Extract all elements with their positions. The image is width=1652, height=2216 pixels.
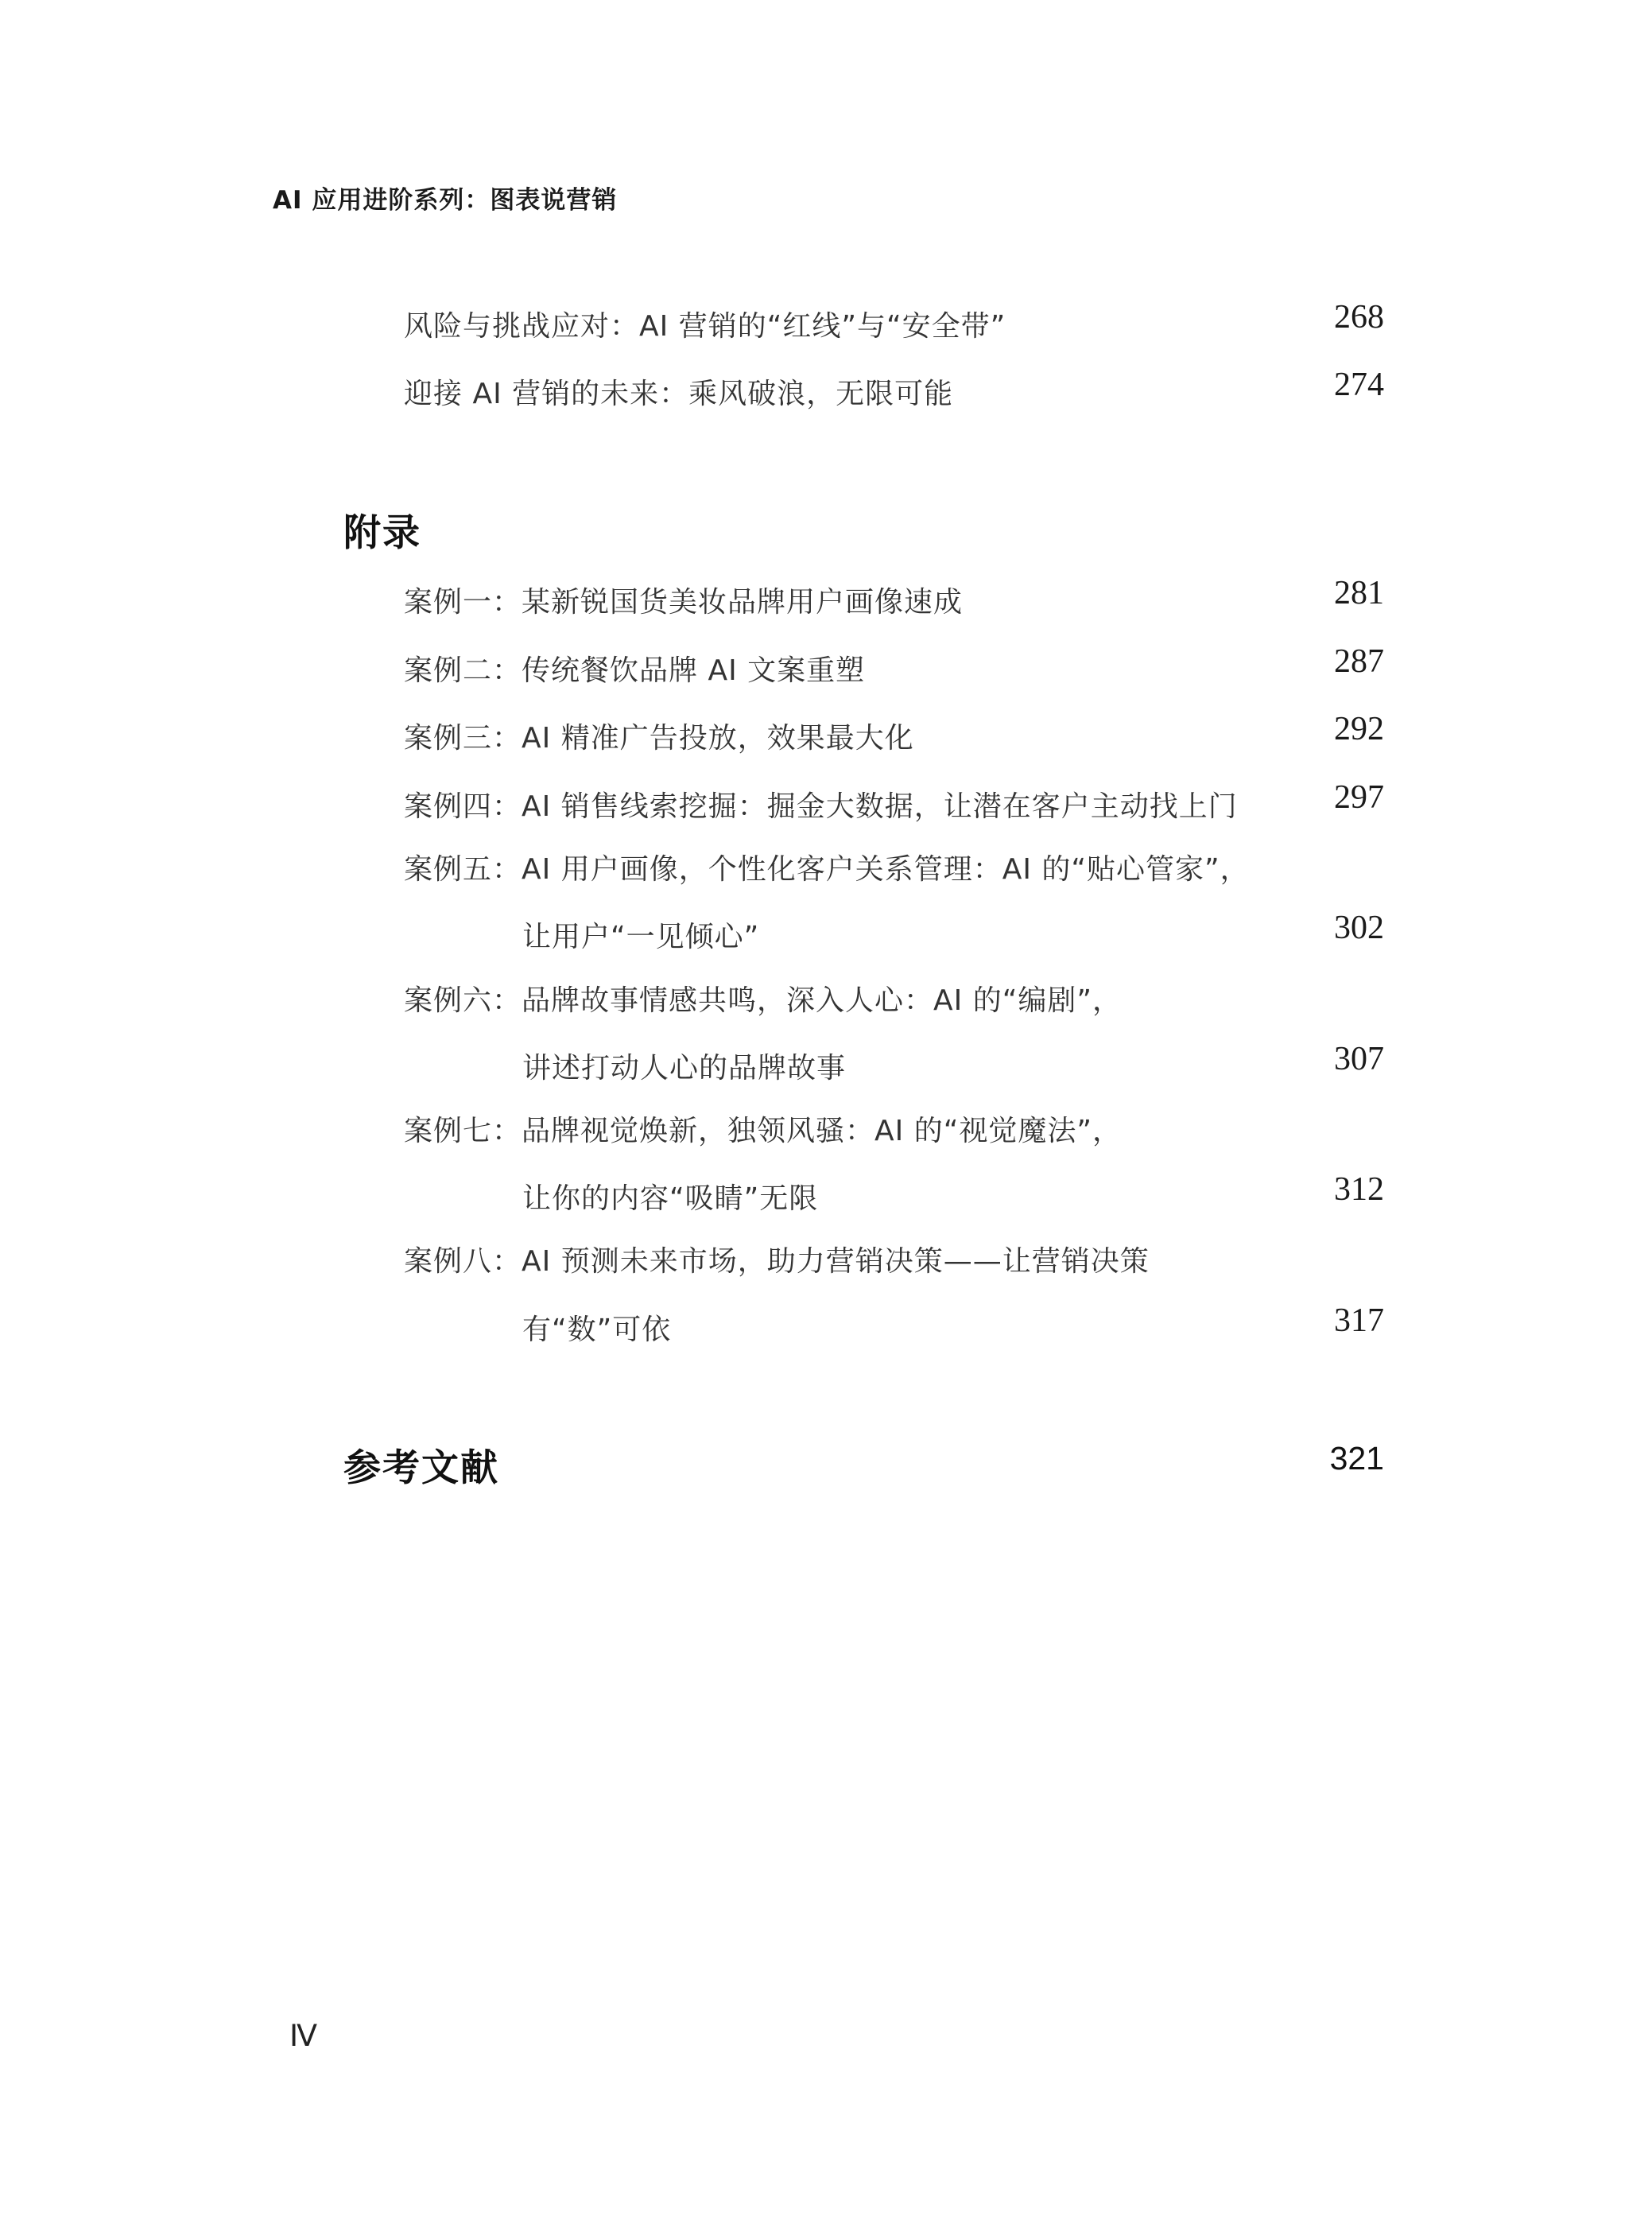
references-heading[interactable]: 参考文献 [343, 1446, 499, 1490]
case-title-continued[interactable]: 让用户“一见倾心” [522, 921, 760, 953]
running-header: AI 应用进阶系列：图表说营销 [273, 186, 618, 215]
toc-entry-page: 274 [1334, 367, 1384, 403]
case-title[interactable]: 案例七：品牌视觉焕新，独领风骚：AI 的“视觉魔法”， [404, 1115, 1122, 1147]
case-title[interactable]: 案例四：AI 销售线索挖掘：掘金大数据，让潜在客户主动找上门 [404, 790, 1238, 823]
references-page: 321 [1329, 1440, 1384, 1477]
case-page: 302 [1334, 910, 1384, 946]
case-page: 297 [1334, 779, 1384, 816]
case-title[interactable]: 案例一：某新锐国货美妆品牌用户画像速成 [404, 586, 964, 619]
case-title[interactable]: 案例八：AI 预测未来市场，助力营销决策——让营销决策 [404, 1245, 1150, 1278]
case-title-continued[interactable]: 让你的内容“吸睛”无限 [522, 1182, 819, 1215]
case-page: 312 [1334, 1171, 1384, 1208]
case-page: 292 [1334, 711, 1384, 747]
case-title-continued[interactable]: 有“数”可依 [522, 1314, 672, 1346]
case-page: 281 [1334, 575, 1384, 611]
case-page: 317 [1334, 1302, 1384, 1339]
case-title[interactable]: 案例六：品牌故事情感共鸣，深入人心：AI 的“编剧”， [404, 984, 1122, 1017]
case-title[interactable]: 案例二：传统餐饮品牌 AI 文案重塑 [404, 654, 866, 687]
toc-entry-page: 268 [1334, 299, 1384, 336]
toc-entry-title[interactable]: 风险与挑战应对：AI 营销的“红线”与“安全带” [404, 310, 1006, 343]
case-title[interactable]: 案例五：AI 用户画像，个性化客户关系管理：AI 的“贴心管家”， [404, 853, 1250, 886]
case-title-continued[interactable]: 讲述打动人心的品牌故事 [522, 1052, 847, 1085]
case-page: 287 [1334, 643, 1384, 680]
case-page: 307 [1334, 1041, 1384, 1077]
toc-entry-title[interactable]: 迎接 AI 营销的未来：乘风破浪，无限可能 [404, 378, 954, 410]
case-title[interactable]: 案例三：AI 精准广告投放，效果最大化 [404, 722, 914, 755]
page-folio: Ⅳ [289, 2020, 318, 2053]
appendix-heading[interactable]: 附录 [343, 511, 421, 555]
